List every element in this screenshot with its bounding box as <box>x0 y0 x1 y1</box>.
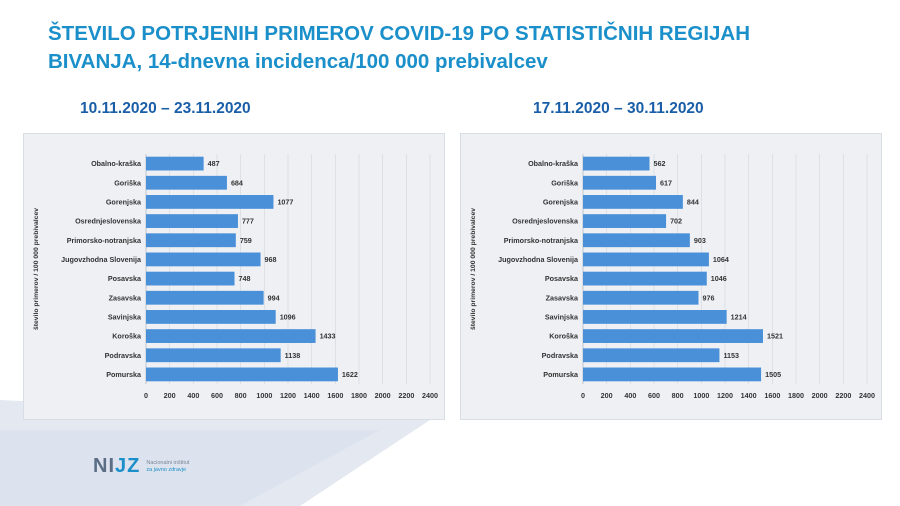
y-axis-title: število primerov / 100 000 prebivalcev <box>470 207 477 331</box>
x-tick-label: 800 <box>671 391 684 400</box>
x-tick-label: 1000 <box>693 391 710 400</box>
category-label: Jugovzhodna Slovenija <box>498 254 578 264</box>
category-label: Primorsko-notranjska <box>66 235 141 245</box>
bar <box>583 157 650 171</box>
bar <box>146 272 235 286</box>
period-label-right: 17.11.2020 – 30.11.2020 <box>533 100 704 117</box>
data-label: 684 <box>230 178 243 188</box>
bar <box>146 348 281 362</box>
x-tick-label: 200 <box>163 391 176 400</box>
data-label: 976 <box>702 293 715 303</box>
bar <box>583 233 690 247</box>
x-tick-label: 1600 <box>764 391 781 400</box>
data-label: 903 <box>693 235 706 245</box>
x-tick-label: 1000 <box>256 391 273 400</box>
data-label: 1622 <box>341 369 358 379</box>
bar <box>583 253 709 267</box>
x-tick-label: 2000 <box>811 391 828 400</box>
x-tick-label: 1400 <box>740 391 757 400</box>
category-label: Posavska <box>544 274 578 284</box>
x-tick-label: 400 <box>624 391 637 400</box>
data-label: 1505 <box>765 369 782 379</box>
category-label: Savinjska <box>107 312 141 322</box>
bar <box>146 329 316 343</box>
bar <box>146 214 238 228</box>
logo-text <box>146 460 189 474</box>
category-label: Posavska <box>107 274 141 284</box>
x-tick-label: 2400 <box>422 391 438 400</box>
bar-chart-right <box>461 134 881 419</box>
x-tick-label: 1200 <box>280 391 296 400</box>
category-label: Gorenjska <box>542 197 578 207</box>
category-label: Obalno-kraška <box>91 159 141 169</box>
logo-mark-b: JZ <box>115 455 141 477</box>
nijz-logo <box>93 455 189 478</box>
category-label: Gorenjska <box>105 197 141 207</box>
category-label: Osrednjeslovenska <box>75 216 141 226</box>
category-label: Obalno-kraška <box>528 159 578 169</box>
bar <box>146 368 338 382</box>
logo-line-2: za javno zdravje <box>146 466 187 473</box>
logo-line-1: Nacionalni inštitut <box>146 459 190 466</box>
data-label: 1064 <box>712 254 729 264</box>
x-tick-label: 600 <box>211 391 223 400</box>
logo-mark <box>93 455 140 478</box>
x-tick-label: 2200 <box>835 391 852 400</box>
data-label: 748 <box>238 274 251 284</box>
data-label: 994 <box>267 293 280 303</box>
x-tick-label: 0 <box>144 391 148 400</box>
title-line-1: ŠTEVILO POTRJENIH PRIMEROV COVID-19 PO STATISTIČNIH REGIJAH <box>48 22 751 45</box>
x-tick-label: 400 <box>187 391 200 400</box>
bar <box>583 348 719 362</box>
x-tick-label: 2200 <box>398 391 415 400</box>
bar <box>583 195 683 209</box>
category-label: Pomurska <box>543 369 578 379</box>
category-label: Podravska <box>541 350 578 360</box>
category-label: Pomurska <box>106 369 141 379</box>
chart-panel-right <box>460 133 882 420</box>
chart-panel-left <box>23 133 445 420</box>
data-label: 1138 <box>284 350 301 360</box>
data-label: 777 <box>241 216 254 226</box>
bar <box>146 233 236 247</box>
category-label: Zasavska <box>545 293 578 303</box>
category-label: Koroška <box>549 331 578 341</box>
page-title <box>48 20 868 76</box>
category-label: Goriška <box>114 178 141 188</box>
bar <box>583 368 761 382</box>
x-tick-label: 200 <box>600 391 613 400</box>
x-tick-label: 1200 <box>717 391 733 400</box>
category-label: Jugovzhodna Slovenija <box>61 254 141 264</box>
x-tick-label: 2400 <box>859 391 875 400</box>
data-label: 562 <box>653 159 666 169</box>
x-tick-label: 1400 <box>303 391 320 400</box>
data-label: 1521 <box>766 331 783 341</box>
data-label: 1096 <box>279 312 296 322</box>
data-label: 1077 <box>277 197 294 207</box>
x-tick-label: 2000 <box>374 391 391 400</box>
category-label: Savinjska <box>544 312 578 322</box>
bar <box>146 310 276 324</box>
bar-chart-left <box>24 134 444 419</box>
y-axis-title: število primerov / 100 000 prebivalcev <box>33 207 40 331</box>
data-label: 617 <box>660 178 673 188</box>
bar <box>146 253 261 267</box>
bar <box>146 291 264 305</box>
data-label: 1433 <box>319 331 336 341</box>
bar <box>146 157 204 171</box>
bar <box>146 176 227 190</box>
x-tick-label: 800 <box>234 391 247 400</box>
x-tick-label: 1600 <box>327 391 344 400</box>
bar <box>583 291 698 305</box>
category-label: Primorsko-notranjska <box>503 235 578 245</box>
x-tick-label: 600 <box>648 391 660 400</box>
bar <box>583 310 727 324</box>
data-label: 1153 <box>723 350 740 360</box>
category-label: Koroška <box>112 331 141 341</box>
x-tick-label: 0 <box>581 391 585 400</box>
title-line-2: BIVANJA, 14-dnevna incidenca/100 000 prebivalcev <box>48 50 548 73</box>
bar <box>583 329 763 343</box>
data-label: 759 <box>239 235 252 245</box>
x-tick-label: 1800 <box>351 391 367 400</box>
category-label: Zasavska <box>108 293 141 303</box>
data-label: 968 <box>264 254 277 264</box>
data-label: 1046 <box>710 274 727 284</box>
bar <box>583 214 666 228</box>
data-label: 487 <box>207 159 220 169</box>
period-label-left: 10.11.2020 – 23.11.2020 <box>80 100 251 117</box>
category-label: Goriška <box>551 178 578 188</box>
data-label: 1214 <box>730 312 747 322</box>
bar <box>583 176 656 190</box>
bar <box>146 195 273 209</box>
data-label: 702 <box>670 216 683 226</box>
category-label: Osrednjeslovenska <box>512 216 578 226</box>
data-label: 844 <box>686 197 699 207</box>
bar <box>583 272 707 286</box>
logo-mark-a: NI <box>93 455 115 477</box>
x-tick-label: 1800 <box>788 391 804 400</box>
category-label: Podravska <box>104 350 141 360</box>
